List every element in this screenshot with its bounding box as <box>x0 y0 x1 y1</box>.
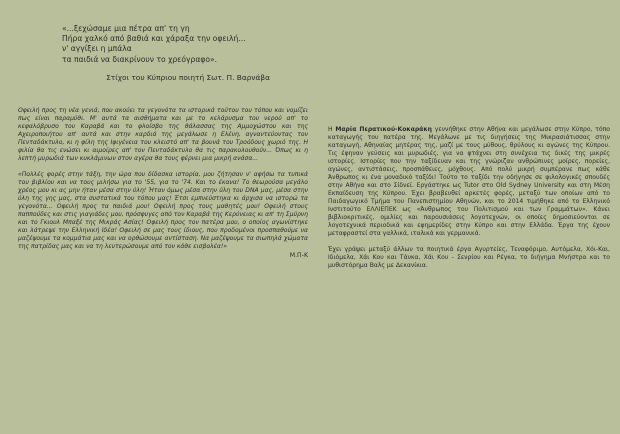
bio-text: γεννήθηκε στην Αθήνα και μεγάλωσε στην Κύπρο, τόπο καταγωγής του πατέρα της. Μεγάλωνε με τις διηγήσεις της Μικρασιάτισσας στην καταγωγή, Αθηναίας μητέρας της, μαζί με τους μύθους, θρύλους κι αγώνες της Κύπρου. Τις έφηναν γεύσεις και μυρωδιές, για να φτάχνει στη συνέχεια τις δικές της μικρές ιστορίες. Ιστορίες που την ταξίδευαν και της γνώριζαν ανθρώπινες μοίρες, πορείες, αγώνες, αντιστάσεις, προσπάθειες, μόχθους. Από πολύ μικρή συμπέρανε πως κάθε Άνθρωπος κι ένα μοναδικό ταξίδι! Τούτο το ταξίδι την οδήγησε σε φιλολογικές σπουδές στην Αθήνα και στο Σίδνεϊ. Εργάστηκε ως Tutor στο Old Sydney University και στη Μέση Εκπαίδευση της Κύπρου. Έχει βραβευθεί αρκετές φορές, μεταξύ των οποίων από το Παιδαγωγικό Τμήμα του Πανεπιστημίου Αθηνών, και το 2014 τιμήθηκε από το Ελληνικό Ινστιτούτο ΕΛΛΙΕΠΕΚ ως «Άνθρωπος του Πολιτισμού και των Γραμμάτων». Κάνει βιβλιοκριτικές, ομιλίες και παρουσιάσεις λογοτεχνών, οι οποίες δημοσιεύονται σε λογοτεχνικά περιοδικά και εφημερίδες στην Κύπρο και στην Ελλάδα. Έργα της έχουν μεταφραστεί στα γαλλικά, ιταλικά και γερμανικά. <box>328 126 610 237</box>
author-initials: Μ.Π-Κ <box>289 251 308 259</box>
intro-paragraph: Οφειλή προς τη νέα γενιά, που ακούει τα γεγονότα τα ιστορικά τούτου του τόπου και νομίζει πως είναι παραμύθι. Μ' αυτά τα αισθήματα και με το κελάρυσμα του νερού απ' το κεφαλόβρυσο του Καραβά και το φλοίσβο της θάλασσας της Αμμοχώστου και της Αχειροποιήτου απ' αυτά και στην καρδιά της μεγάλωσε η Ελένη, αγναντεύοντας τον Πενταδάκτυλο, κι η φίλη της Ιφιγένεια του κλειστό απ' τα βουνά του Τροόδους χωριό της. Η φιλία θα τις ενώσει κι αιμοίρες απ' τον Πενταδάκτυλο θα τις παρακολουθούν... Όπως κι η λεπτή μυρωδιά των κυκλάμινων στον αγέρα θα τους φέρνει μια μικρή ανάσα... <box>18 106 308 162</box>
left-column <box>18 10 308 259</box>
poem-credit: Στίχοι του Κύπριου ποιητή Σωτ. Π. Βαρνάβα <box>106 72 270 82</box>
epigraph-poem <box>62 24 308 65</box>
bio-prefix: Η <box>328 126 336 133</box>
author-quote-paragraph: «Πολλές φορές στην τάξη, την ώρα που δίδασκα ιστορία, μου ζήτησαν ν' αφήσω τα τυπικά του βιβλίου και να τους μιλήσω για το '55, για το '74. Και το έκανα! Το θεωρούσα μεγάλο χρέος μου κι ας μην ήταν μέσα στην ύλη! Ήταν όμως μέσα στην ύλη του DNA μας, μέσα στην ύλη της γης μας, στα συστατικά του τόπου μας! Έτσι εμπνεύστηκα κι άρχισα να ιστορώ τα γεγονότα... Οφειλή προς τα παιδιά μου! Οφειλή προς τους μαθητές μου! Οφειλή στους παππούδες και στις γιαγιάδες μου, πρόσφυγες από τον Καραβά της Κερύνειας κι απ' τη Σμύρνη και το Γκιουλ Μπαξέ της Μικράς Ασίας! Οφειλή προς τον πατέρα μου, ο οποίος αγωνίστηκε και λάτρεψε την Ελληνική Ιδέα! Οφειλή σε μας τους ίδιους, που προδομένοι προσπαθούμε να μαζέψουμε τα κομμάτια μας και να ορθώσουμε αντίσταση. Να μαζέψουμε τα σιωπηλά χώματα της πατρίδας μας και να τη λευτερώσουμε από τον κάθε εισβολέα!» <box>18 170 308 250</box>
author-works: Έχει γράψει μεταξύ άλλων τα ποιητικά έργα Αγυρτείες, Τεναφόριμο, Αυτόμελα, Χόι-Και, Ιδιόμελα, Χάι Κου και Τάνκα, Χάι Κου - Σενρίου και Ρέγκα, το διήγημα Μνήστρα και το μυθιστόρημα Βαλς με Δεκανίκια. <box>328 246 610 269</box>
right-column <box>328 126 610 270</box>
author-name: Μαρία Περατικού-Κοκαράκη <box>335 126 432 133</box>
poem-line: «...ξεχώσαμε μια πέτρα απ' τη γη <box>62 24 190 33</box>
poem-line: τα παιδιά να διακρίνουν το χρεόγραφο». <box>62 54 218 64</box>
author-bio <box>328 126 610 238</box>
poem-line: ν' αγγίξει η μπάλα <box>62 44 132 54</box>
poem-line: Πήρα χαλκό από βαθιά και χάραξα την οφειλή... <box>62 34 246 44</box>
